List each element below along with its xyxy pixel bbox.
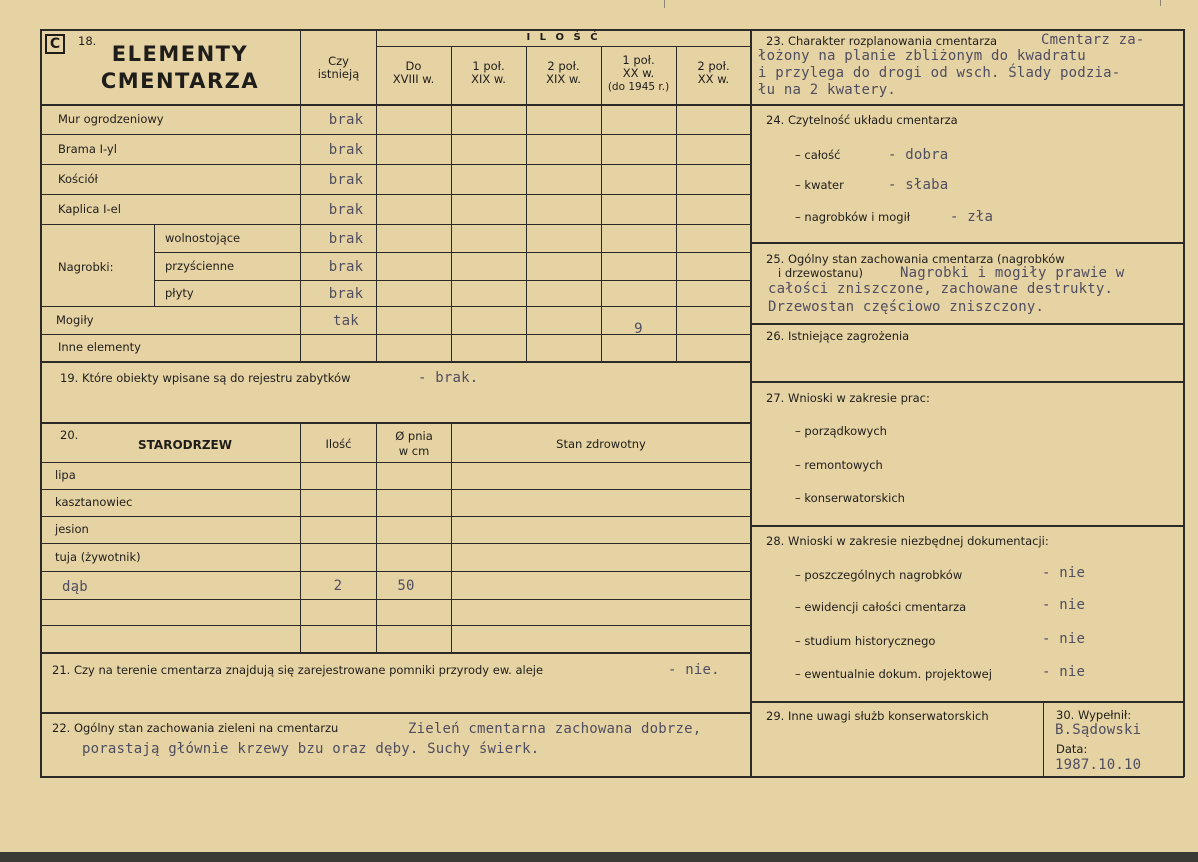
s24-item-label: – nagrobków i mogił [795, 210, 911, 224]
period-col-line1: Do [405, 59, 422, 73]
s30-label: 30. Wypełnił: [1056, 708, 1132, 722]
s30-value: B.Sądowski [1055, 722, 1142, 738]
s22-value-line1: Zieleń cmentarna zachowana dobrze, [408, 721, 702, 737]
s28-item-value: - nie [1042, 664, 1086, 680]
period-col-line1: 2 poł. [547, 59, 580, 73]
tree-qty: 2 [333, 577, 343, 594]
s23-label: 23. Charakter rozplanowania cmentarza [766, 34, 998, 48]
frame-left [40, 29, 42, 777]
s21-value: - nie. [668, 662, 720, 678]
s22-value-line2: porastają głównie krzewy bzu oraz dęby. Suchy świerk. [82, 741, 540, 757]
s25-bottom-line [751, 323, 1184, 325]
s18-title-line1: ELEMENTY [111, 42, 249, 66]
s22-label: 22. Ogólny stan zachowania zieleni na cmentarzu [52, 721, 339, 735]
s28-item-value: - nie [1042, 597, 1086, 613]
s25-label-line2: i drzewostanu) [778, 266, 864, 280]
scan-border [0, 852, 1198, 862]
s21-label: 21. Czy na terenie cmentarza znajdują się zarejestrowane pomniki przyrody ew. aleje [52, 663, 544, 677]
row-line [154, 252, 751, 253]
s27-item: – konserwatorskich [795, 491, 905, 505]
row-line [40, 571, 751, 572]
s27-label: 27. Wnioski w zakresie prac: [766, 391, 930, 405]
s28-item-value: - nie [1042, 565, 1086, 581]
element-label: płyty [165, 285, 194, 300]
col-line [154, 224, 155, 306]
s25-label-line1: 25. Ogólny stan zachowania cmentarza (nagrobków [766, 252, 1065, 266]
element-exists-value: brak [328, 285, 364, 302]
row-line [40, 489, 751, 490]
col-quantity-label: I L O Ś Ć [526, 32, 601, 43]
row-line [40, 543, 751, 544]
period-col-line3: (do 1945 r.) [607, 81, 670, 93]
s21-bottom-line [40, 712, 751, 714]
row-line [154, 280, 751, 281]
s20-col-health: Stan zdrowotny [556, 437, 646, 451]
period-col-line2: XIX w. [471, 72, 506, 86]
nagrobki-label: Nagrobki: [58, 260, 114, 274]
element-q4-value: 9 [634, 320, 643, 337]
s18-number: 18. [78, 34, 97, 48]
s19-value: - brak. [418, 370, 479, 386]
s24-item-value: - dobra [888, 147, 949, 163]
central-divider [750, 29, 752, 777]
s27-bottom-line [751, 525, 1184, 527]
s29-s30-divider [1043, 702, 1044, 777]
element-label: Kościół [58, 171, 98, 186]
s28-item-value: - nie [1042, 631, 1086, 647]
tree-name: kasztanowiec [55, 495, 133, 509]
scan-mark [664, 0, 665, 8]
row-line [40, 194, 751, 195]
period-col-line2: XX w. [697, 72, 730, 86]
date-value: 1987.10.10 [1055, 757, 1142, 773]
s25-value-line3: Drzewostan częściowo zniszczony. [768, 299, 1045, 315]
s18-title-line2: CMENTARZA [100, 69, 260, 93]
element-exists-value: brak [328, 141, 364, 158]
s23-bottom-line [751, 104, 1184, 106]
s28-bottom-line [751, 701, 1184, 703]
col-exists-line2: istnieją [317, 67, 360, 81]
period-col-line1: 1 poł. [472, 59, 505, 73]
s28-item-label: – ewidencji całości cmentarza [795, 600, 967, 614]
col-line [526, 46, 527, 362]
frame-right [1183, 29, 1185, 777]
element-label: Mogiły [56, 312, 94, 327]
period-col-line2: XIX w. [546, 72, 581, 86]
s19-label: 19. Które obiekty wpisane są do rejestru zabytków [60, 371, 351, 385]
element-label: Inne elementy [58, 340, 141, 354]
tree-name: jesion [55, 522, 89, 536]
s18-header-line [40, 104, 751, 106]
row-line [40, 224, 751, 225]
s20-title: STARODRZEW [138, 438, 232, 452]
s24-bottom-line [751, 242, 1184, 244]
scan-mark [1160, 0, 1161, 6]
element-exists-value: brak [328, 201, 364, 218]
s28-item-label: – studium historycznego [795, 634, 936, 648]
period-col-line2: XVIII w. [392, 72, 435, 86]
tree-name: tuja (żywotnik) [55, 549, 141, 564]
row-line [40, 134, 751, 135]
s20-number: 20. [60, 428, 79, 442]
s23-value-line3: i przylega do drogi od wsch. Ślady podzia- [758, 65, 1121, 81]
s24-item-label: – kwater [795, 178, 844, 192]
period-col-line2: XX w. [622, 66, 655, 80]
s27-item: – remontowych [795, 458, 883, 472]
row-line [40, 625, 751, 626]
s23-value-line1: Cmentarz za- [1041, 32, 1145, 48]
tree-name: lipa [55, 468, 76, 482]
row-line [40, 306, 751, 307]
element-exists-value: brak [328, 258, 364, 275]
element-exists-value: tak [333, 312, 359, 329]
element-label: Kaplica I-el [58, 201, 121, 216]
element-label: przyścienne [165, 258, 235, 273]
col-line [676, 46, 677, 362]
s26-label: 26. Istniejące zagrożenia [766, 329, 910, 343]
frame-top [40, 29, 1184, 31]
col-line [300, 423, 301, 653]
date-label: Data: [1056, 742, 1088, 756]
row-line [40, 164, 751, 165]
s26-bottom-line [751, 381, 1184, 383]
row-line [40, 516, 751, 517]
s24-item-label: – całość [795, 148, 841, 162]
ilosc-line [376, 46, 751, 47]
s27-item: – porządkowych [795, 424, 887, 438]
frame-bottom [40, 776, 1184, 778]
period-col-line1: 1 poł. [622, 53, 655, 67]
s23-value-line4: łu na 2 kwatery. [758, 82, 897, 98]
element-label: Mur ogrodzeniowy [58, 112, 164, 126]
s19-bottom-line [40, 422, 751, 424]
s20-col-qty: Ilość [325, 437, 352, 451]
s23-value-line2: łożony na planie zbliżonym do kwadratu [758, 48, 1086, 64]
element-exists-value: brak [328, 171, 364, 188]
s24-label: 24. Czytelność układu cmentarza [766, 113, 958, 127]
s24-item-value: - słaba [888, 177, 949, 193]
s20-col-diam-line1: Ø pnia [395, 429, 433, 443]
s18-bottom-line [40, 361, 751, 363]
s25-value-line1: Nagrobki i mogiły prawie w [900, 265, 1125, 281]
s29-label: 29. Inne uwagi służb konserwatorskich [766, 709, 989, 723]
s20-col-diam-line2: w cm [398, 444, 430, 458]
col-line [451, 46, 452, 362]
period-col-line1: 2 poł. [697, 59, 730, 73]
col-line [451, 423, 452, 653]
col-line [601, 46, 602, 362]
row-line [40, 599, 751, 600]
element-label: Brama I-yl [58, 141, 117, 156]
s25-value-line2: całości zniszczone, zachowane destrukty. [768, 281, 1114, 297]
s24-item-value: - zła [950, 209, 994, 225]
s20-header-line [40, 462, 751, 463]
col-line [376, 423, 377, 653]
tree-diam: 50 [397, 577, 415, 594]
element-exists-value: brak [328, 230, 364, 247]
element-exists-value: brak [328, 112, 364, 128]
card-code: C [49, 36, 61, 52]
s28-label: 28. Wnioski w zakresie niezbędnej dokumentacji: [766, 534, 1049, 548]
element-label: wolnostojące [165, 230, 241, 245]
s28-item-label: – ewentualnie dokum. projektowej [795, 667, 992, 681]
s20-bottom-line [40, 652, 751, 654]
col-exists-line1: Czy [328, 54, 349, 68]
s28-item-label: – poszczególnych nagrobków [795, 568, 963, 582]
tree-name: dąb [62, 578, 88, 595]
